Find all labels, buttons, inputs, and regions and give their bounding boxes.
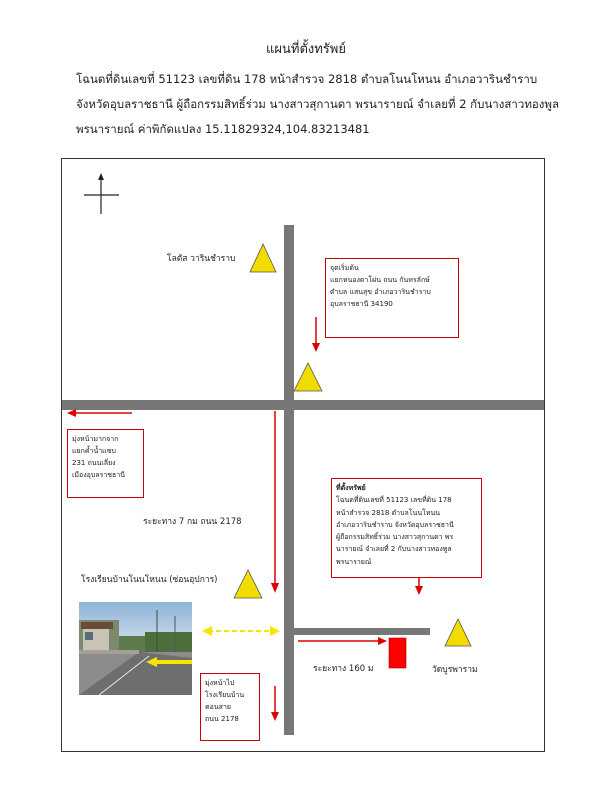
arrow-to-start-point — [312, 317, 320, 352]
lotus-landmark-icon — [250, 244, 276, 272]
start-point-landmark-icon — [294, 363, 322, 391]
temple-label: วัดบูรพาราม — [432, 665, 478, 675]
school-landmark-icon — [234, 570, 262, 598]
property-box-line: โฉนดที่ดินเลขที่ 51123 เลขที่ดิน 178 — [336, 496, 452, 505]
west-box-line: มุ่งหน้ามากจาก — [72, 435, 119, 443]
north-arrow-icon — [84, 173, 119, 214]
property-box-line: หน้าสำรวจ 2818 ตำบลโนนโหนน — [336, 508, 441, 517]
description-line-2: จังหวัดอุบลราชธานี ผู้ถือกรรมสิทธิ์ร่วม นางสาวสุกานดา พรนารายณ์ จำเลยที่ 2 กับนางสาวทองพูล — [76, 97, 560, 111]
property-box-line: อำเภอวารินชำราบ จังหวัดอุบลราชธานี — [336, 520, 454, 529]
distance-short-label: ระยะทาง 160 ม — [313, 664, 374, 674]
distance-label: ระยะทาง 7 กม ถนน 2178 — [143, 517, 242, 527]
location-map — [61, 158, 545, 752]
school-label: โรงเรียนบ้านโนนโหนน (ซ่อนอุปการ) — [81, 575, 218, 585]
start-box-line: แยกหนองตาโผ่น ถนน กันทรลักษ์ — [330, 276, 430, 284]
south-box-line: มุ่งหน้าไป — [205, 679, 235, 687]
west-box-line: 231 ถนนเลี่ยง — [72, 459, 116, 467]
property-marker — [389, 638, 406, 668]
lotus-label: โลตัส วารินชำราบ — [167, 254, 236, 264]
temple-landmark-icon — [445, 619, 471, 646]
south-direction-box — [200, 673, 260, 741]
arrow-south-main — [271, 411, 279, 593]
arrow-west — [67, 409, 132, 417]
west-box-line: เมืองอุบลราชธานี — [72, 471, 125, 479]
south-box-line: โรงเรียนบ้าน — [205, 691, 245, 699]
property-box-line: ผู้ถือกรรมสิทธิ์ร่วม นางสาวสุกานดา พร — [336, 533, 454, 542]
start-point-box — [325, 258, 459, 338]
start-box-line: ตำบล แสนสุข อำเภอวารินชำราบ — [330, 288, 431, 296]
arrow-east-side-road — [298, 637, 387, 645]
south-box-line: ถนน 2178 — [205, 715, 239, 723]
start-box-line: จุดเริ่มต้น — [330, 264, 359, 272]
property-box-line: นารายณ์ จำเลยที่ 2 กับนางสาวทองพูล — [336, 545, 452, 554]
property-box-line: พรนารายณ์ — [336, 557, 372, 566]
start-box-line: อุบลราชธานี 34190 — [330, 300, 393, 308]
west-direction-box — [67, 429, 144, 498]
property-box-heading: ที่ตั้งทรัพย์ — [336, 484, 366, 492]
description-line-1: โฉนดที่ดินเลขที่ 51123 เลขที่ดิน 178 หน้าสำรวจ 2818 ตำบลโนนโหนน อำเภอวารินชำราบ — [76, 72, 538, 86]
description-line-3: พรนารายณ์ ค่าพิกัดแปลง 15.11829324,104.83213481 — [76, 122, 370, 136]
west-box-line: แยกค้ำน้ำแซบ — [72, 447, 116, 455]
street-photo — [79, 602, 192, 695]
yellow-double-arrow — [202, 626, 280, 636]
south-box-line: คอนสาย — [205, 703, 231, 711]
page-title: แผนที่ตั้งทรัพย์ — [266, 42, 346, 57]
property-info-box — [331, 478, 482, 578]
arrow-south-continue — [271, 686, 279, 721]
